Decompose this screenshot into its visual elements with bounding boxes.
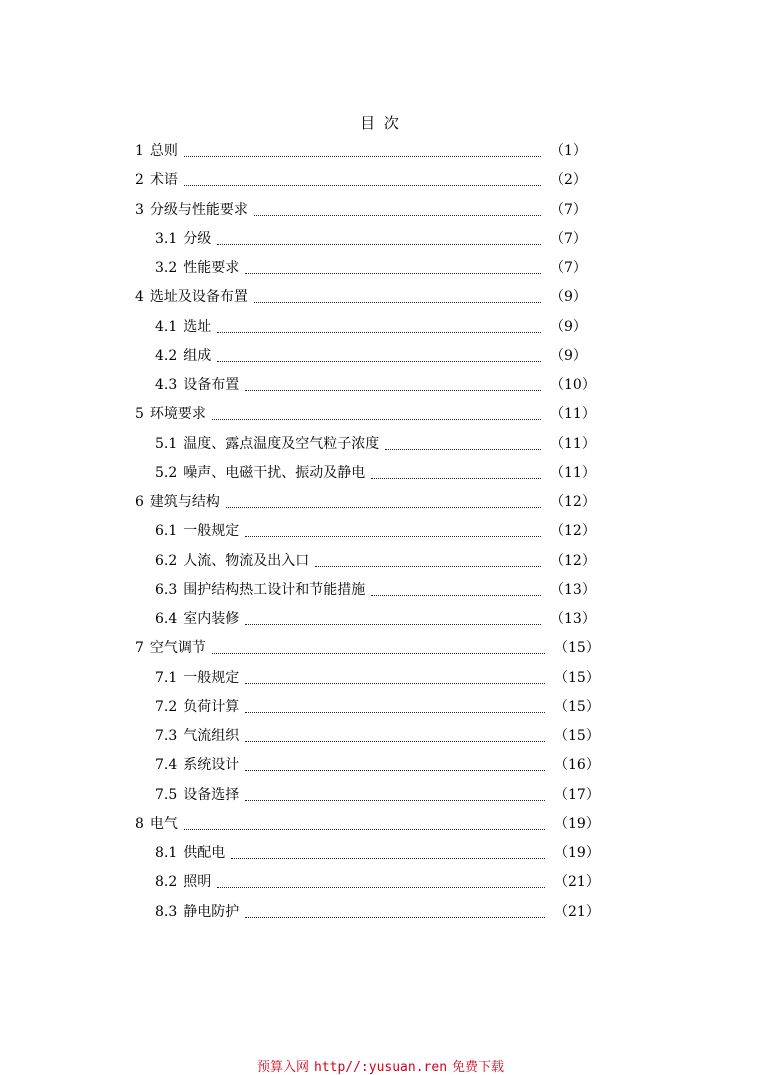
toc-entry	[0, 342, 594, 371]
toc-entry-number: 6	[135, 494, 144, 510]
dot-leader	[245, 624, 541, 625]
toc-entry-number: 5.1	[155, 435, 178, 452]
dot-leader	[245, 536, 541, 537]
dot-leader	[184, 156, 541, 157]
toc-entry	[0, 488, 594, 517]
toc-entry-label: 术语	[149, 172, 178, 189]
toc-entry-number: 7.3	[155, 728, 178, 744]
toc-entry-page-number: （21）	[554, 903, 600, 920]
toc-entry-number: 3.1	[155, 230, 178, 247]
toc-entry-label: 电气	[149, 815, 178, 832]
toc-entry-page-number: （15）	[554, 640, 600, 657]
toc-entry	[0, 137, 594, 166]
toc-entry-number: 4.1	[155, 318, 178, 335]
toc-entry-page-number: （10）	[550, 377, 596, 393]
toc-entry-label: 照明	[183, 874, 212, 891]
toc-entry-number: 2	[135, 172, 144, 189]
toc-entry-number: 8	[135, 815, 144, 832]
toc-entry-label: 系统设计	[183, 757, 240, 774]
dot-leader	[245, 712, 545, 713]
toc-entry-page-number: （7）	[550, 230, 587, 247]
toc-entry-label: 分级与性能要求	[149, 201, 248, 218]
toc-entry-number: 3	[135, 201, 144, 218]
dot-leader	[212, 653, 545, 654]
toc-entry-label: 一般规定	[183, 669, 240, 686]
toc-entry	[0, 547, 594, 576]
dot-leader	[231, 858, 545, 859]
dot-leader	[371, 595, 541, 596]
dot-leader	[212, 419, 541, 420]
toc-entry-page-number: （15）	[554, 728, 600, 744]
toc-entry-label: 性能要求	[183, 260, 240, 276]
dot-leader	[254, 302, 541, 303]
toc-entry-page-number: （15）	[554, 698, 600, 715]
toc-entry	[0, 400, 594, 429]
toc-entry-page-number: （7）	[550, 201, 587, 218]
toc-entry-page-number: （11）	[550, 406, 596, 423]
watermark-footer	[0, 1058, 761, 1075]
toc-title: 目 次	[360, 114, 401, 132]
toc-entry-number: 4	[135, 289, 144, 306]
toc-entry-label: 围护结构热工设计和节能措施	[183, 581, 366, 598]
toc-entry-number: 5.2	[155, 464, 178, 481]
toc-entry-number: 4.3	[155, 377, 178, 393]
toc-entry-number: 6.4	[155, 611, 178, 627]
toc-entry-number: 7.2	[155, 698, 178, 715]
toc-entry-label: 选址	[183, 318, 212, 335]
toc-entry-page-number: （17）	[554, 786, 600, 803]
toc-entry-page-number: （9）	[550, 318, 587, 335]
dot-leader	[184, 829, 545, 830]
toc-entry	[0, 254, 594, 283]
toc-entry-number: 7	[135, 640, 144, 657]
dot-leader	[371, 478, 541, 479]
toc-entry-number: 4.2	[155, 347, 178, 364]
toc-entry-label: 温度、露点温度及空气粒子浓度	[183, 435, 380, 452]
dot-leader	[245, 800, 545, 801]
toc-entry	[0, 868, 598, 897]
toc-entry-label: 静电防护	[183, 903, 240, 920]
dot-leader	[245, 683, 545, 684]
toc-entry-page-number: （11）	[550, 464, 596, 481]
toc-entry-number: 6.3	[155, 581, 178, 598]
toc-entry	[0, 166, 594, 195]
toc-entry-number: 7.1	[155, 669, 178, 686]
dot-leader	[184, 185, 541, 186]
toc-entry-label: 分级	[183, 230, 212, 247]
toc-entry-label: 室内装修	[183, 611, 240, 627]
toc-entry-label: 选址及设备布置	[149, 289, 248, 306]
toc-entry-page-number: （7）	[550, 260, 587, 276]
toc-entry-number: 6.1	[155, 523, 178, 540]
toc-entry-number: 5	[135, 406, 144, 423]
footer-site-name: 预算入网	[256, 1060, 309, 1075]
dot-leader	[217, 244, 541, 245]
toc-entry-number: 8.3	[155, 903, 178, 920]
toc-entry-label: 气流组织	[183, 728, 240, 744]
toc-entry	[0, 693, 598, 722]
toc-entry-page-number: （12）	[550, 523, 596, 540]
toc-entry-number: 8.2	[155, 874, 178, 891]
toc-entry-page-number: （13）	[550, 581, 596, 598]
dot-leader	[245, 770, 545, 771]
dot-leader	[217, 361, 541, 362]
toc-entry-page-number: （12）	[550, 494, 596, 510]
dot-leader	[245, 273, 541, 274]
toc-entry-label: 组成	[183, 347, 212, 364]
toc-entry-page-number: （9）	[550, 289, 587, 306]
toc-entry-page-number: （2）	[550, 172, 587, 189]
toc-entry	[0, 839, 598, 868]
toc-entry-label: 总则	[149, 143, 178, 159]
toc-entry-page-number: （16）	[554, 757, 600, 774]
toc-entry-label: 设备选择	[183, 786, 240, 803]
toc-entry-page-number: （15）	[554, 669, 600, 686]
toc-entry	[0, 517, 594, 546]
toc-entry-number: 7.4	[155, 757, 178, 774]
dot-leader	[245, 741, 545, 742]
toc-entry-label: 环境要求	[149, 406, 206, 423]
toc-entry-label: 一般规定	[183, 523, 240, 540]
toc-entry-page-number: （11）	[550, 435, 596, 452]
dot-leader	[217, 332, 541, 333]
toc-entry	[0, 751, 598, 780]
toc-entry	[0, 371, 594, 400]
toc-entry	[0, 810, 598, 839]
toc-entry-number: 7.5	[155, 786, 178, 803]
dot-leader	[245, 917, 545, 918]
toc-entry	[0, 664, 598, 693]
toc-entry-label: 人流、物流及出入口	[183, 552, 310, 569]
toc-entry	[0, 283, 594, 312]
toc-entry-label: 空气调节	[149, 640, 206, 657]
toc-entry-number: 3.2	[155, 260, 178, 276]
footer-note: 免费下载	[452, 1060, 505, 1075]
dot-leader	[245, 390, 541, 391]
toc-entry-number: 8.1	[155, 845, 178, 861]
dot-leader	[254, 215, 541, 216]
table-of-contents	[0, 137, 761, 927]
toc-entry	[0, 430, 594, 459]
toc-entry-label: 噪声、电磁干扰、振动及静电	[183, 464, 366, 481]
toc-entry-label: 负荷计算	[183, 698, 240, 715]
toc-entry	[0, 196, 594, 225]
toc-entry	[0, 781, 598, 810]
toc-entry-label: 设备布置	[183, 377, 240, 393]
toc-entry-label: 供配电	[183, 845, 226, 861]
toc-entry-page-number: （13）	[550, 611, 596, 627]
toc-entry	[0, 722, 598, 751]
toc-entry-page-number: （19）	[554, 815, 600, 832]
toc-entry-number: 6.2	[155, 552, 178, 569]
toc-entry	[0, 225, 594, 254]
toc-entry	[0, 576, 594, 605]
toc-entry	[0, 459, 594, 488]
toc-entry-page-number: （12）	[550, 552, 596, 569]
toc-entry	[0, 634, 598, 663]
dot-leader	[385, 449, 541, 450]
toc-entry	[0, 898, 598, 927]
toc-entry-label: 建筑与结构	[149, 494, 220, 510]
dot-leader	[217, 887, 545, 888]
toc-entry-page-number: （9）	[550, 347, 587, 364]
dot-leader	[226, 507, 541, 508]
toc-entry-page-number: （19）	[554, 845, 600, 861]
toc-entry	[0, 605, 594, 634]
dot-leader	[315, 566, 541, 567]
footer-url: http//:yusuan.ren	[313, 1060, 448, 1075]
toc-entry-page-number: （21）	[554, 874, 600, 891]
toc-entry-number: 1	[135, 143, 144, 159]
toc-entry	[0, 313, 594, 342]
toc-entry-page-number: （1）	[550, 143, 587, 159]
